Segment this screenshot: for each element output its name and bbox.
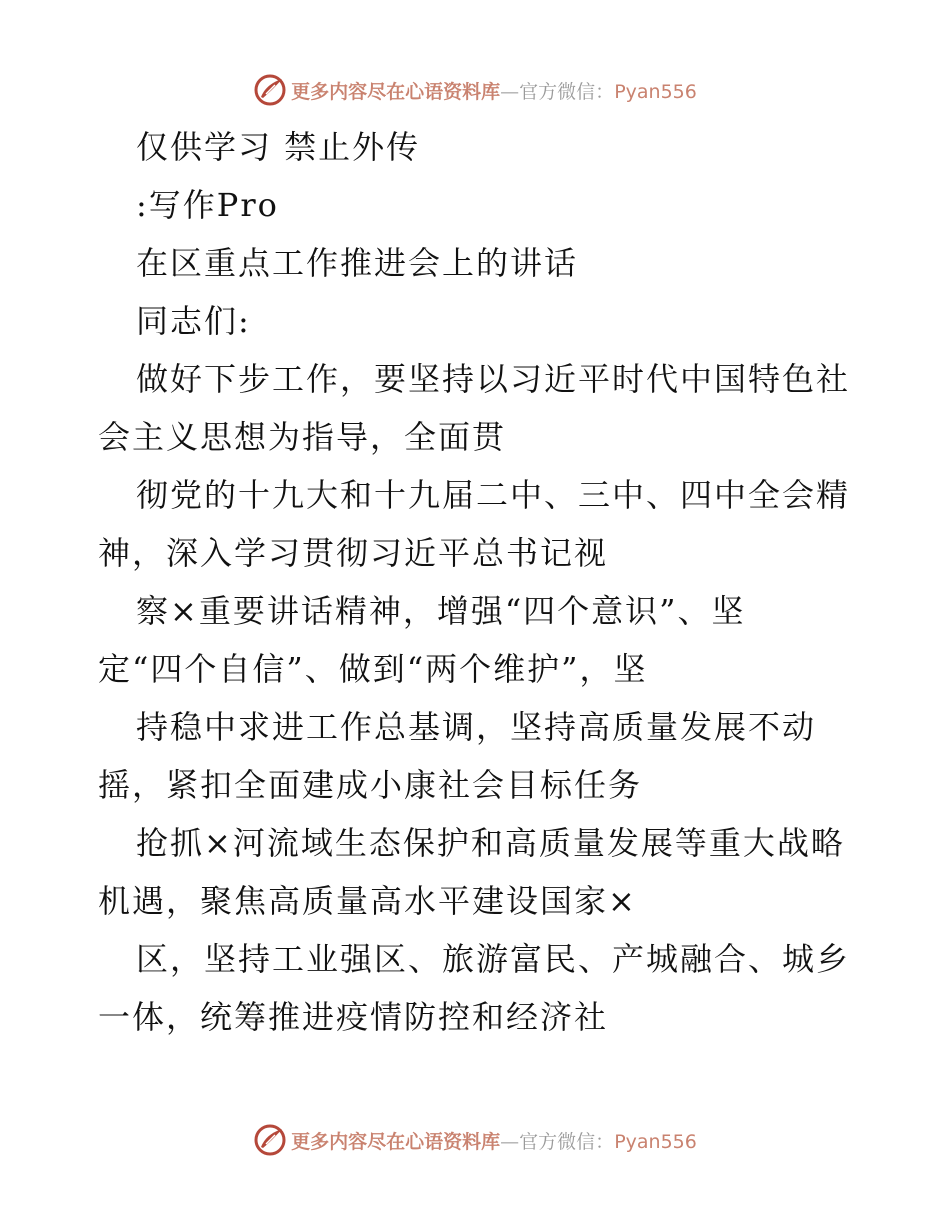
watermark-dash: — (500, 1130, 520, 1153)
document-line: 抢抓×河流域生态保护和高质量发展等重大战略 (136, 824, 845, 862)
document-line: 摇，紧扣全面建成小康社会目标任务 (98, 766, 643, 804)
document-body (98, 118, 858, 1046)
document-line: 区，坚持工业强区、旅游富民、产城融合、城乡 (136, 940, 851, 978)
watermark-brand: 更多内容尽在心语资料库 (291, 80, 501, 103)
document-line: 做好下步工作，要坚持以习近平时代中国特色社 (136, 360, 851, 398)
document-line: 在区重点工作推进会上的讲话 (136, 244, 579, 282)
document-line: 一体，统筹推进疫情防控和经济社 (98, 998, 609, 1036)
watermark-official-label: 官方微信： (519, 80, 615, 103)
document-line: 仅供学习 禁止外传 (136, 128, 421, 166)
document-line: 同志们: (136, 302, 251, 340)
document-line: 会主义思想为指导，全面贯 (98, 418, 507, 456)
quill-logo-icon (253, 73, 287, 107)
quill-logo-icon (253, 1123, 287, 1157)
document-line: 持稳中求进工作总基调，坚持高质量发展不动 (136, 708, 817, 746)
watermark-wechat-id: Pyan556 (614, 80, 697, 103)
header-watermark (0, 72, 950, 108)
watermark-wechat-id: Pyan556 (614, 1130, 697, 1153)
document-line: :写作Pro (136, 186, 279, 224)
document-line: 机遇，聚焦高质量高水平建设国家× (98, 882, 637, 920)
footer-watermark (0, 1122, 950, 1158)
document-line: 察×重要讲话精神，增强“四个意识”、坚 (136, 592, 746, 630)
document-line: 定“四个自信”、做到“两个维护”，坚 (98, 650, 648, 688)
watermark-brand: 更多内容尽在心语资料库 (291, 1130, 501, 1153)
document-line: 神，深入学习贯彻习近平总书记视 (98, 534, 609, 572)
watermark-dash: — (500, 80, 520, 103)
document-line: 彻党的十九大和十九届二中、三中、四中全会精 (136, 476, 851, 514)
watermark-official-label: 官方微信： (519, 1130, 615, 1153)
